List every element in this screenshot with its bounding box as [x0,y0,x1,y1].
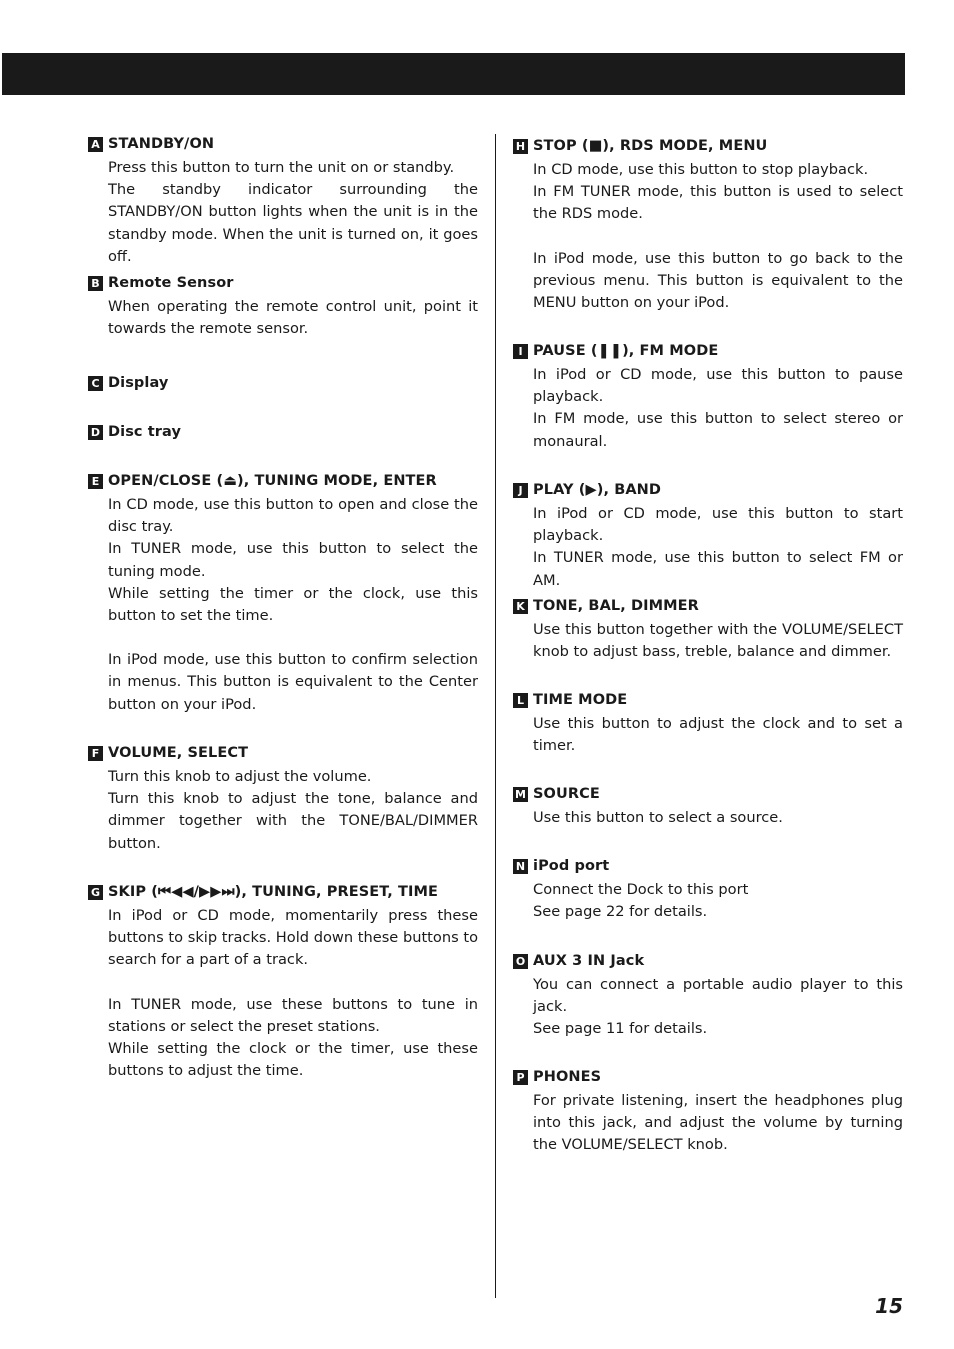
item-title: STOP (■), RDS MODE, MENU [533,138,768,154]
item-text: Press this button to turn the unit on or standby. [108,159,455,176]
item-text: Use this button to adjust the clock and to set a timer. [533,715,903,755]
item-text: The standby indicator surrounding the STANDBY/ON button lights when the unit is in the standby mode. When the unit is turned on, it goes off. [108,181,478,265]
item-letter-badge: M [513,787,528,802]
item-letter-badge: B [88,276,103,291]
item-text: Use this button together with the VOLUME/SELECT knob to adjust bass, treble, balance and dimmer. [533,621,903,661]
item-text: In TUNER mode, use this button to select the tuning mode. [108,540,478,580]
item-open-close [88,471,478,716]
item-title: SOURCE [533,786,600,802]
item-title: SKIP (⏮◀◀/▶▶⏭), TUNING, PRESET, TIME [108,884,438,900]
item-title: STANDBY/ON [108,136,215,152]
item-letter-badge: C [88,376,103,391]
item-letter-badge: G [88,885,103,900]
item-standby-on [88,134,478,268]
item-text: In iPod mode, use this button to confirm selection in menus. This button is equivalent to the Center button on your iPod. [108,651,478,713]
item-text: In FM TUNER mode, this button is used to select the RDS mode. [533,183,903,223]
item-title: Display [108,375,169,391]
item-title: Remote Sensor [108,275,234,291]
item-pause [513,341,903,453]
item-tone-bal-dimmer [513,596,903,663]
column-divider [495,134,496,1298]
header-bar [2,53,905,95]
item-text: In iPod or CD mode, use this button to pause playback. [533,366,903,406]
item-text: In iPod or CD mode, momentarily press these buttons to skip tracks. Hold down these buttons to search for a part of a track. [108,907,478,969]
item-display [88,373,478,393]
item-text: In iPod mode, use this button to go back to the previous menu. This button is equivalent to the MENU button on your iPod. [533,249,903,312]
item-title: PAUSE (❚❚), FM MODE [533,343,719,359]
item-letter-badge: O [513,954,528,969]
item-letter-badge: F [88,746,103,761]
item-text: Connect the Dock to this port [533,881,749,898]
item-text: See page 11 for details. [533,1020,708,1038]
item-volume-select [88,743,478,855]
item-title: Disc tray [108,424,182,440]
item-title: TIME MODE [533,692,628,708]
item-title: PHONES [533,1069,602,1085]
item-letter-badge: H [513,139,528,154]
page-number: 15 [875,1294,903,1318]
item-title: TONE, BAL, DIMMER [533,598,699,614]
item-source [513,784,903,829]
item-disc-tray [88,422,478,442]
item-phones [513,1067,903,1157]
item-letter-badge: D [88,425,103,440]
item-aux3-in-jack [513,951,903,1041]
item-text: Turn this knob to adjust the tone, balance and dimmer together with the TONE/BAL/DIMMER button. [108,790,478,852]
item-text: In TUNER mode, use these buttons to tune in stations or select the preset stations. [108,995,478,1035]
item-text: While setting the clock or the timer, use these buttons to adjust the time. [108,1040,478,1080]
item-text: In TUNER mode, use this button to select FM or AM. [533,549,903,589]
item-letter-badge: E [88,474,103,489]
item-text: In FM mode, use this button to select stereo or monaural. [533,410,903,450]
item-letter-badge: J [513,483,528,498]
item-stop [513,136,903,314]
item-time-mode [513,690,903,757]
item-text: While setting the timer or the clock, use this button to set the time. [108,584,478,625]
item-letter-badge: P [513,1070,528,1085]
item-text: You can connect a portable audio player to this jack. [533,976,903,1016]
item-letter-badge: L [513,693,528,708]
item-text: In CD mode, use this button to open and close the disc tray. [108,496,478,536]
item-letter-badge: N [513,859,528,874]
item-text: When operating the remote control unit, point it towards the remote sensor. [108,298,478,338]
item-title: PLAY (▶), BAND [533,482,662,498]
item-title: OPEN/CLOSE (⏏), TUNING MODE, ENTER [108,473,437,489]
item-text: For private listening, insert the headphones plug into this jack, and adjust the volume by turning the VOLUME/SELECT knob. [533,1092,903,1154]
item-title: AUX 3 IN Jack [533,953,645,969]
item-text: In CD mode, use this button to stop playback. [533,161,869,178]
item-title: VOLUME, SELECT [108,745,249,761]
item-skip [88,882,478,1082]
item-ipod-port [513,856,903,923]
item-letter-badge: K [513,599,528,614]
item-letter-badge: I [513,344,528,359]
item-text: In iPod or CD mode, use this button to start playback. [533,505,903,545]
item-text: Turn this knob to adjust the volume. [108,768,372,785]
item-remote-sensor [88,273,478,340]
item-title: iPod port [533,858,610,874]
item-letter-badge: A [88,137,103,152]
item-text: See page 22 for details. [533,903,708,921]
item-text: Use this button to select a source. [533,809,783,826]
item-play [513,480,903,592]
